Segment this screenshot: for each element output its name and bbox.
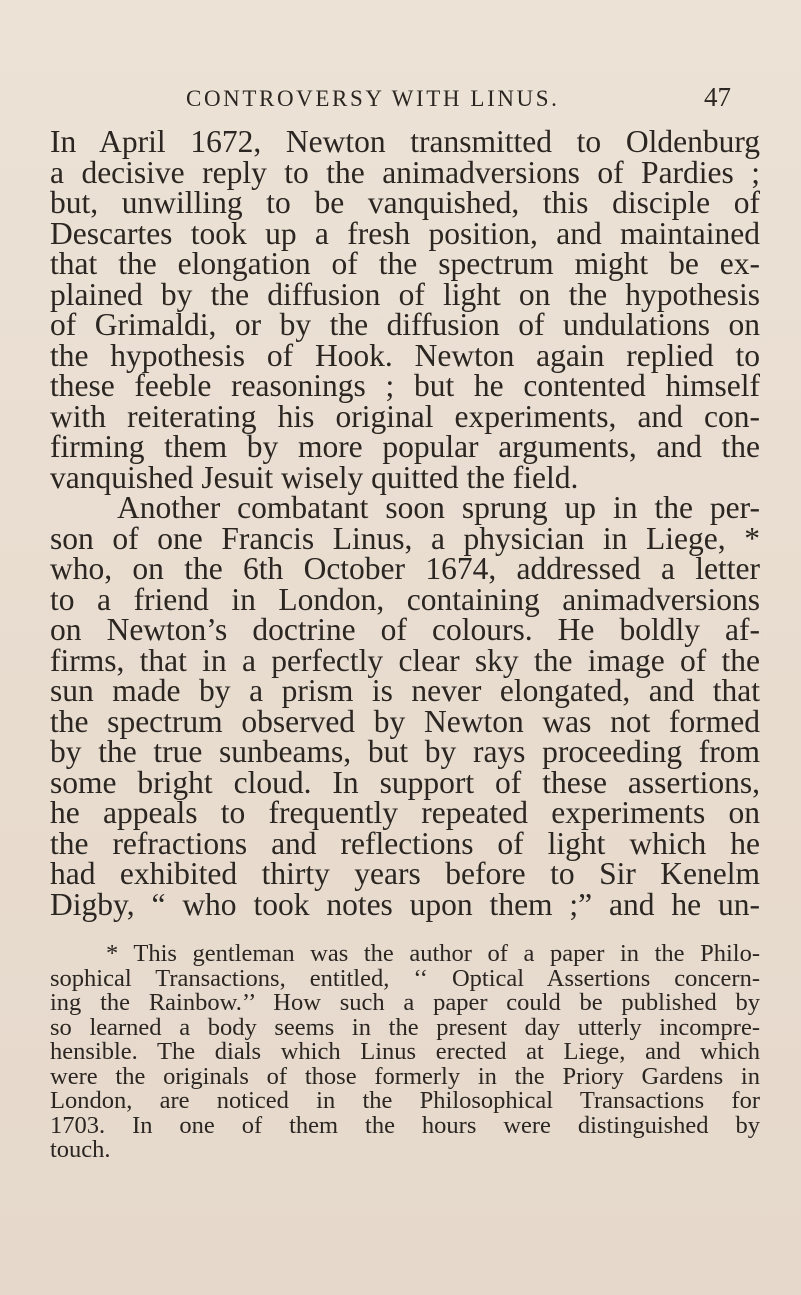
text-line: a decisive reply to the animadversions of Pardies ; <box>50 154 760 190</box>
footnote-line: hensible. The dials which Linus erected at Liege, and which <box>50 1038 760 1065</box>
footnote-line: ing the Rainbow.’’ How such a paper could be published by <box>50 989 760 1016</box>
text-line: some bright cloud. In support of these assertions, <box>50 764 760 800</box>
footnote-line: 1703. In one of them the hours were distinguished by <box>50 1111 760 1139</box>
text-line: he appeals to frequently repeated experiments on <box>50 795 760 830</box>
text-line: the refractions and reflections of light which he <box>50 825 760 861</box>
text-line: to a friend in London, containing animadversions <box>50 581 760 617</box>
text-line: the hypothesis of Hook. Newton again replied to <box>50 337 760 373</box>
text-line: Another combatant soon sprung up in the per- <box>117 490 760 525</box>
footnote-line: sophical Transactions, entitled, ‘‘ Optical Assertions concern- <box>50 964 760 992</box>
text-line: Digby, “ who took notes upon them ;” and he un- <box>50 886 760 922</box>
footnote-line: London, are noticed in the Philosophical Transactions for <box>50 1087 760 1114</box>
text-line: by the true sunbeams, but by rays proceeding from <box>50 734 760 769</box>
text-line: sun made by a prism is never elongated, and that <box>50 673 760 708</box>
text-line: these feeble reasonings ; but he contented himself <box>50 368 760 403</box>
text-line: vanquished Jesuit wisely quitted the field. <box>50 459 579 495</box>
text-line: who, on the 6th October 1674, addressed a letter <box>50 551 760 586</box>
text-line: Descartes took up a fresh position, and maintained <box>50 215 760 251</box>
page-number: 47 <box>704 82 731 112</box>
footnote-line: so learned a body seems in the present day utterly incompre- <box>50 1013 760 1041</box>
text-line: but, unwilling to be vanquished, this disciple of <box>50 185 760 220</box>
text-line: plained by the diffusion of light on the hypothesis <box>50 276 760 312</box>
footnote-line: touch. <box>50 1136 111 1163</box>
footnote-line: * This gentleman was the author of a paper in the Philo- <box>106 940 760 967</box>
running-head <box>0 78 801 118</box>
text-line: In April 1672, Newton transmitted to Oldenburg <box>50 124 760 159</box>
running-title: CONTROVERSY WITH LINUS. <box>186 86 560 111</box>
footnote-line: were the originals of those formerly in the Priory Gardens in <box>50 1062 760 1090</box>
text-line: on Newton’s doctrine of colours. He boldly af- <box>50 612 760 647</box>
text-line: firms, that in a perfectly clear sky the image of the <box>50 642 760 678</box>
text-line: that the elongation of the spectrum might be ex- <box>50 246 760 281</box>
text-line: firming them by more popular arguments, and the <box>50 429 760 464</box>
text-line: the spectrum observed by Newton was not formed <box>50 703 760 739</box>
text-line: had exhibited thirty years before to Sir Kenelm <box>50 856 760 891</box>
text-line: of Grimaldi, or by the diffusion of undulations on <box>50 307 760 342</box>
text-line: with reiterating his original experiments, and con- <box>50 398 760 434</box>
text-line: son of one Francis Linus, a physician in Liege, * <box>50 520 760 556</box>
